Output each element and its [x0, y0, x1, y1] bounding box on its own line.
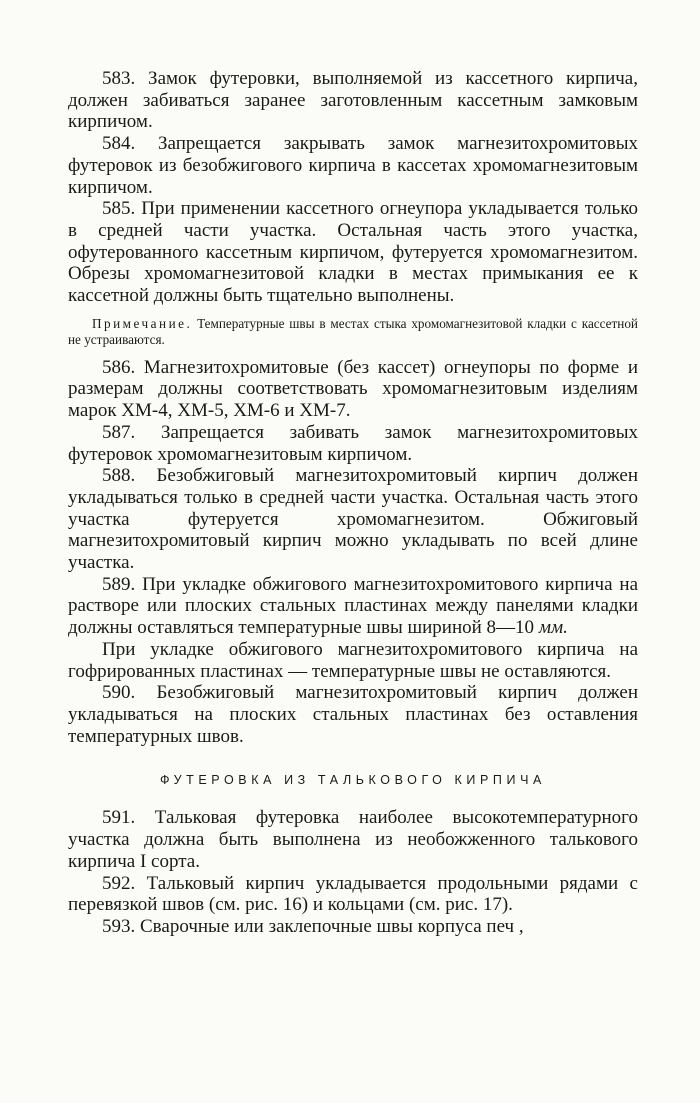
document-page: [68, 68, 638, 938]
paragraph-593: 593. Сварочные или заклепочные швы корпуса печ ,: [102, 915, 524, 937]
paragraph-586: 586. Магнезитохромитовые (без кассет) огнеупоры по форме и размерам должны соответствовать хромомагнезитовым изделиям марок ХМ-4, ХМ-5, ХМ-6 и ХМ-7.: [68, 356, 638, 422]
note-paragraph: [68, 316, 638, 348]
note-label: Примечание.: [92, 315, 193, 331]
paragraph-585: 585. При применении кассетного огнеупора укладывается только в средней части участка. Остальная часть этого участка, офутерованного кассетным кирпичом, футеруется хромомагнезитом. Обрезы хромомагнезитовой кладки в местах примыкания ее к кассетной должны быть тщательно выполнены.: [68, 198, 638, 307]
paragraph-588: 588. Безобжиговый магнезитохромитовый кирпич должен укладываться только в средней части участка. Остальная часть этого участка футеруется хромомагнезитом. Обжиговый магнезитохромитовый кирпич можно укладывать по всей длине участка.: [68, 465, 638, 574]
paragraph-584: 584. Запрещается закрывать замок магнезитохромитовых футеровок из безобжигового кирпича в кассетах хромомагнезитовым кирпичом.: [68, 133, 638, 198]
paragraph-590: 590. Безобжиговый магнезитохромитовый кирпич должен укладываться на плоских стальных пластинах без оставления температурных швов.: [68, 682, 638, 747]
paragraph-591: 591. Тальковая футеровка наиболее высокотемпературного участка должна быть выполнена из необожженного талькового кирпича I сорта.: [68, 807, 638, 872]
paragraph-587: 587. Запрещается забивать замок магнезитохромитовых футеровок хромомагнезитовым кирпичом.: [68, 421, 638, 465]
unit-mm: мм.: [538, 617, 568, 639]
paragraph-583: 583. Замок футеровки, выполняемой из кассетного кирпича, должен забиваться заранее заготовленным кассетным замковым кирпичом.: [68, 68, 638, 133]
paragraph-589-continued: При укладке обжигового магнезитохромитового кирпича на гофрированных пластинах — температурные швы не оставляются.: [68, 638, 638, 682]
paragraph-592: 592. Тальковый кирпич укладывается продольными рядами с перевязкой швов (см. рис. 16) и кольцами (см. рис. 17).: [68, 872, 638, 916]
paragraph-589: [68, 574, 638, 639]
section-title: ФУТЕРОВКА ИЗ ТАЛЬКОВОГО КИРПИЧА: [160, 773, 546, 788]
paragraph-589-text: 589. При укладке обжигового магнезитохромитового кирпича на растворе или плоских стальных пластинах между панелями кладки должны оставляться температурные швы шириной 8—10: [68, 573, 638, 639]
note-text: Температурные швы в местах стыка хромомагнезитовой кладки с кассетной не устраиваются.: [68, 315, 638, 347]
